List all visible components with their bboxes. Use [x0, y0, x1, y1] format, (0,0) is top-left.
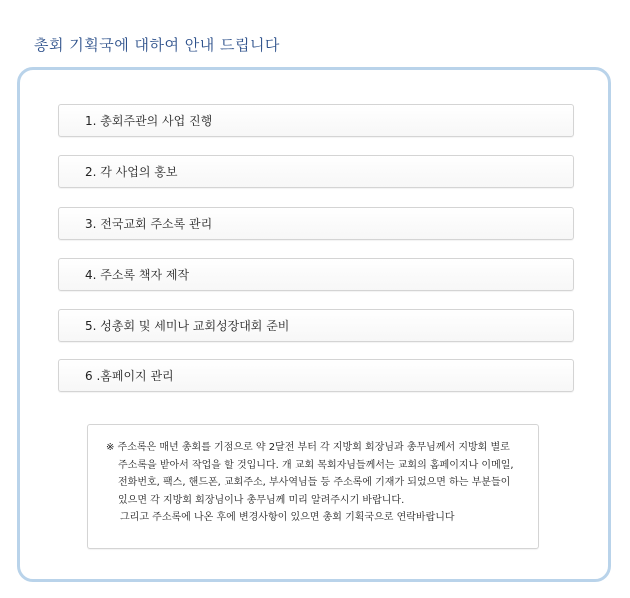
list-item-homepage: 6 .홈페이지 관리	[58, 359, 574, 392]
list-item-address-book: 3. 전국교회 주소록 관리	[58, 207, 574, 240]
notice-line: 전화번호, 팩스, 핸드폰, 교회주소, 부사역님들 등 주소록에 기재가 되었으면 하는 부분들이	[118, 477, 511, 488]
list-item-business: 1. 총회주관의 사업 진행	[58, 104, 574, 137]
notice-box	[87, 424, 539, 549]
notice-line: 주소록을 받아서 작업을 할 것입니다. 개 교회 목회자님들께서는 교회의 홈페이지나 이메일,	[118, 459, 514, 471]
list-item-address-book-print: 4. 주소록 책자 제작	[58, 258, 574, 291]
page-title: 총회 기획국에 대하여 안내 드립니다	[34, 36, 280, 54]
notice-line: ※ 주소록은 매년 총회를 기점으로 약 2달전 부터 각 지방회 회장님과 총무님께서 지방회 별로	[106, 442, 510, 453]
list-item-assembly-prep: 5. 성총회 및 세미나 교회성장대회 준비	[58, 309, 574, 342]
notice-line: 있으면 각 지방회 회장님이나 총무님께 미리 알려주시기 바랍니다.	[118, 494, 405, 506]
list-item-promotion: 2. 각 사업의 홍보	[58, 155, 574, 188]
notice-line: 그리고 주소록에 나온 후에 변경사항이 있으면 총회 기획국으로 연락바랍니다	[120, 512, 455, 523]
content-frame	[17, 67, 611, 582]
